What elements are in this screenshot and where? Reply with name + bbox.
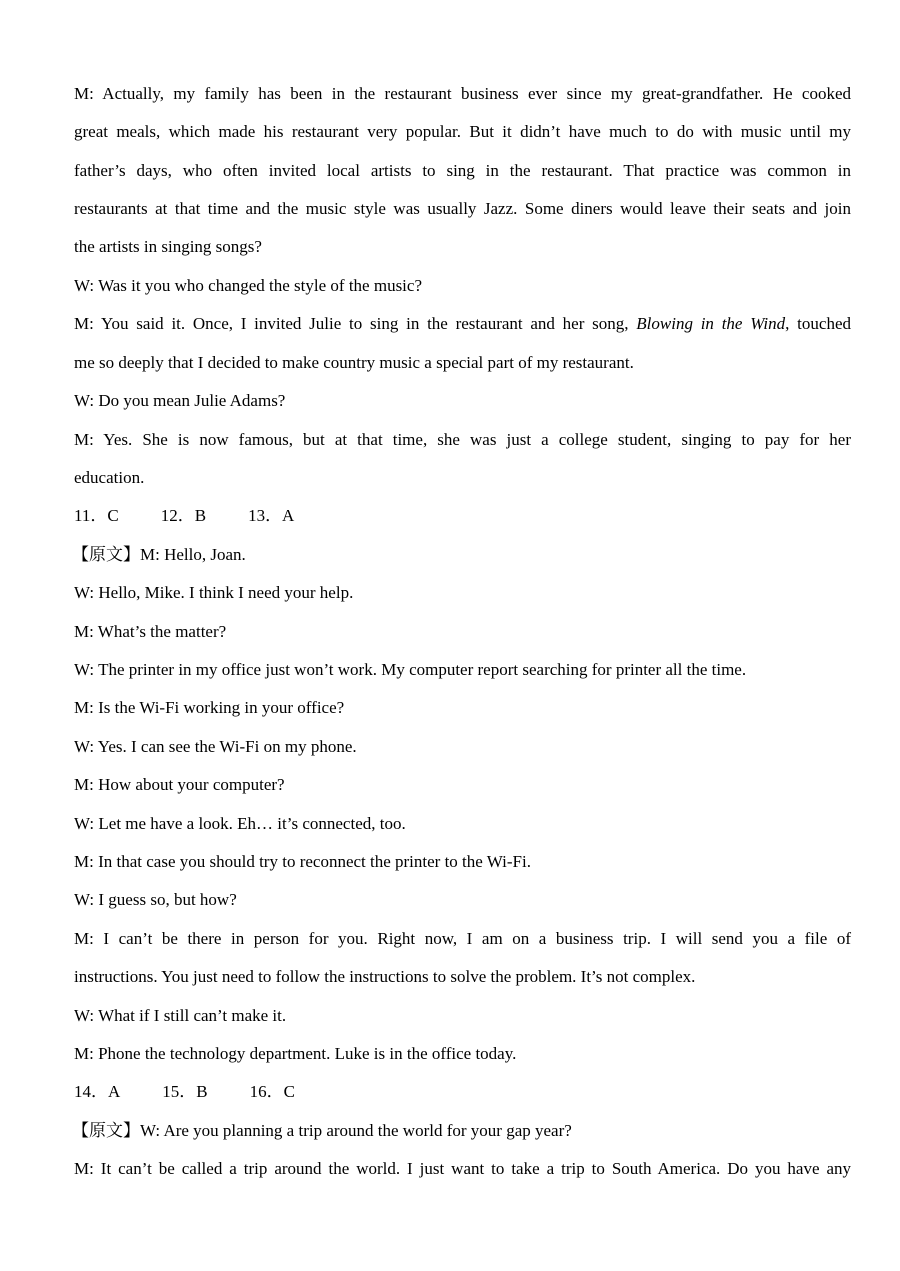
text-segment: M: Hello, Joan. <box>140 545 246 564</box>
source-label: 【原文】 <box>72 1121 140 1140</box>
text-line <box>74 314 851 336</box>
text-line: W: The printer in my office just won’t work. My computer report searching for printer all the time. <box>74 660 747 679</box>
text-line: M: It can’t be called a trip around the world. I just want to take a trip to South America. Do you have any <box>74 1159 851 1178</box>
text-line: M: In that case you should try to reconnect the printer to the Wi-Fi. <box>74 852 531 871</box>
text-line: W: Yes. I can see the Wi-Fi on my phone. <box>74 737 357 756</box>
answer-item: 14．A <box>74 1082 121 1101</box>
answer-row <box>74 1082 851 1104</box>
text-line <box>72 1121 849 1143</box>
text-line: M: I can’t be there in person for you. Right now, I am on a business trip. I will send you a file of <box>74 929 851 948</box>
text-line: M: Actually, my family has been in the restaurant business ever since my great-grandfather. He cooked <box>74 84 851 103</box>
text-line: M: How about your computer? <box>74 775 285 794</box>
text-line: great meals, which made his restaurant very popular. But it didn’t have much to do with music until my <box>74 122 851 141</box>
text-line: W: Let me have a look. Eh… it’s connected, too. <box>74 814 406 833</box>
answer-item: 15．B <box>162 1082 208 1101</box>
text-line: me so deeply that I decided to make country music a special part of my restaurant. <box>74 353 634 372</box>
source-label: 【原文】 <box>72 545 140 564</box>
text-line: restaurants at that time and the music style was usually Jazz. Some diners would leave their seats and join <box>74 199 851 218</box>
text-line: the artists in singing songs? <box>74 237 262 256</box>
text-line: W: What if I still can’t make it. <box>74 1006 287 1025</box>
song-title: Blowing in the Wind <box>636 314 786 333</box>
text-segment: M: You said it. Once, I invited Julie to sing in the restaurant and her song, <box>74 314 637 333</box>
text-segment: W: Are you planning a trip around the world for your gap year? <box>140 1121 572 1140</box>
text-line <box>72 545 849 567</box>
text-line: W: I guess so, but how? <box>74 890 237 909</box>
text-line: W: Hello, Mike. I think I need your help. <box>74 583 354 602</box>
text-line: M: Phone the technology department. Luke is in the office today. <box>74 1044 517 1063</box>
text-line: education. <box>74 468 145 487</box>
answer-item: 12．B <box>160 506 207 525</box>
answer-item: 16．C <box>249 1082 295 1101</box>
text-line: instructions. You just need to follow the instructions to solve the problem. It’s not complex. <box>74 967 696 986</box>
answer-item: 11．C <box>74 506 119 525</box>
answer-item: 13．A <box>248 506 295 525</box>
text-line: M: Yes. She is now famous, but at that time, she was just a college student, singing to pay for her <box>74 430 851 449</box>
text-line: M: Is the Wi-Fi working in your office? <box>74 698 345 717</box>
answer-row <box>74 506 851 528</box>
text-line: father’s days, who often invited local artists to sing in the restaurant. That practice was common in <box>74 161 851 180</box>
text-line: W: Was it you who changed the style of the music? <box>74 276 422 295</box>
text-line: W: Do you mean Julie Adams? <box>74 391 286 410</box>
text-line: M: What’s the matter? <box>74 622 227 641</box>
text-segment: , touched <box>785 314 851 333</box>
